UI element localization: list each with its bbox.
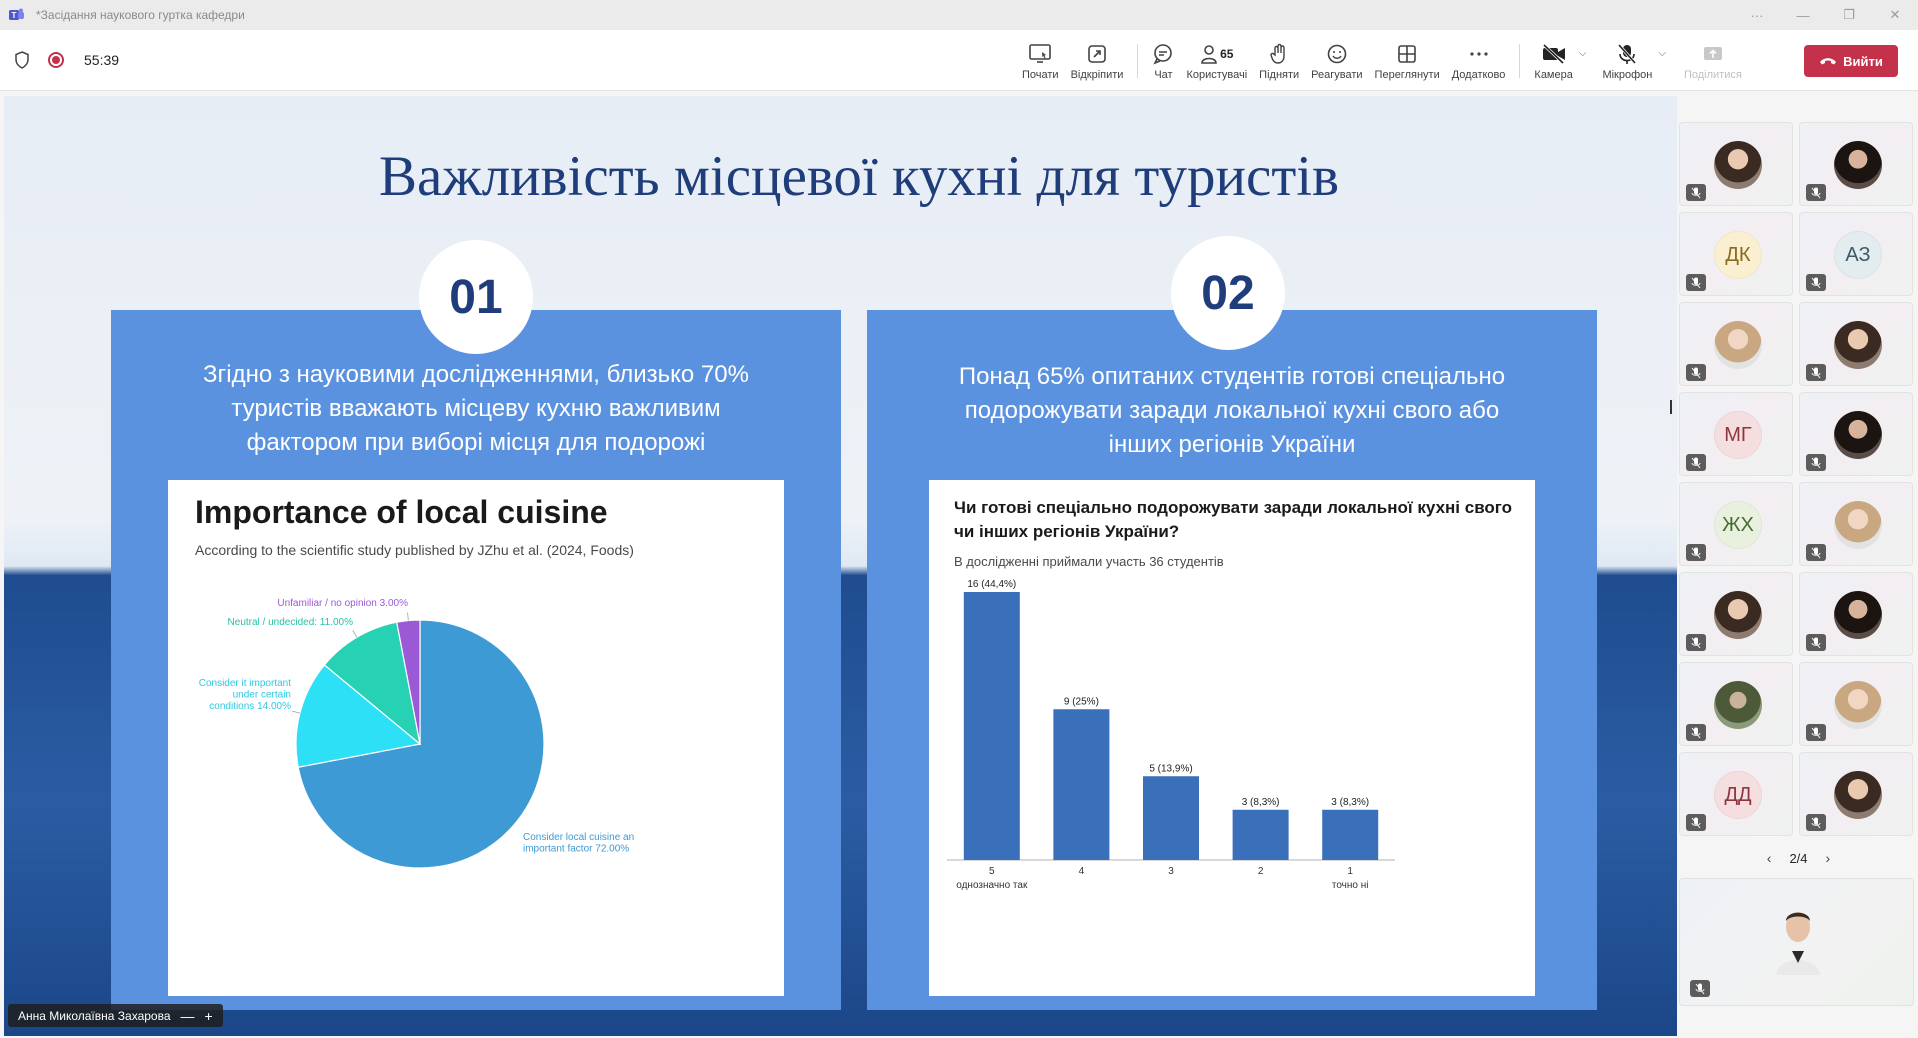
presenter-name-tag: Анна Миколаївна Захарова — + [8, 1004, 223, 1027]
self-video-tile[interactable] [1679, 878, 1914, 1006]
shared-screen [4, 96, 1677, 1036]
bar [1143, 776, 1199, 860]
start-presenting-icon [1028, 43, 1052, 65]
x-tick-label: 5 [989, 866, 995, 877]
participant-tile[interactable] [1679, 212, 1793, 296]
participant-photo-avatar [1714, 681, 1762, 729]
participant-tile[interactable] [1679, 392, 1793, 476]
bar-chart-box [929, 480, 1535, 996]
microphone-button[interactable]: Мікрофон [1596, 30, 1658, 91]
zoom-out-icon[interactable]: — [180, 1007, 195, 1024]
bar [1053, 709, 1109, 860]
participant-tile[interactable] [1679, 572, 1793, 656]
pop-out-button[interactable]: Відкріпити [1065, 30, 1130, 91]
restore-button[interactable]: ❐ [1843, 7, 1855, 22]
muted-mic-icon [1686, 454, 1706, 471]
participant-photo-avatar [1834, 771, 1882, 819]
bar-data-label: 16 (44,4%) [967, 579, 1017, 590]
minimize-button[interactable]: — [1796, 7, 1810, 23]
participant-photo-avatar [1834, 681, 1882, 729]
bar-data-label: 9 (25%) [1063, 696, 1099, 708]
pop-out-icon [1086, 43, 1108, 65]
slide-card-2 [867, 266, 1597, 1010]
chat-button[interactable]: Чат [1146, 30, 1180, 91]
muted-mic-icon [1686, 814, 1706, 831]
more-actions-button[interactable]: Додатково [1446, 30, 1512, 91]
raise-hand-icon [1269, 43, 1289, 65]
grid-view-icon [1396, 43, 1418, 65]
participants-gallery [1679, 122, 1918, 1038]
more-options-icon[interactable]: ··· [1750, 7, 1764, 23]
bar-chart [929, 480, 1535, 996]
participant-initials-avatar: АЗ [1834, 231, 1882, 279]
muted-mic-icon [1686, 184, 1706, 201]
pie-slice-label: Unfamiliar / no opinion 3.00% [277, 598, 408, 609]
participant-tile[interactable] [1799, 572, 1913, 656]
smile-icon [1326, 43, 1348, 65]
card-number: 01 [419, 240, 533, 354]
share-icon [1702, 43, 1724, 65]
pie-leader-line [408, 613, 409, 621]
x-tick-label: 1 [1347, 866, 1353, 877]
x-tick-sublabel: однозначно так [956, 880, 1028, 891]
chart-title: Чи готові спеціально подорожувати заради локальної кухні свого чи інших регіонів України? [954, 498, 1513, 541]
chart-title: Importance of local cuisine [195, 494, 608, 530]
toolbar-actions [1016, 30, 1748, 91]
participant-initials-avatar: МГ [1714, 411, 1762, 459]
participant-tile[interactable] [1799, 302, 1913, 386]
more-icon [1468, 43, 1490, 65]
participant-initials-avatar: ДК [1714, 231, 1762, 279]
camera-button[interactable]: Камера [1528, 30, 1578, 91]
participant-tile[interactable] [1799, 752, 1913, 836]
participant-tile[interactable] [1799, 482, 1913, 566]
bar-data-label: 5 (13,9%) [1149, 763, 1193, 775]
meeting-timer: 55:39 [84, 52, 120, 68]
start-presenting-button[interactable]: Почати [1016, 30, 1065, 91]
chat-icon [1152, 43, 1174, 65]
muted-mic-icon [1806, 364, 1826, 381]
muted-mic-icon [1686, 544, 1706, 561]
mic-options-chevron-down-icon[interactable]: ⌵ [1658, 48, 1666, 59]
participant-tile[interactable] [1679, 302, 1793, 386]
muted-mic-icon [1806, 634, 1826, 651]
pie-chart-box [168, 480, 784, 996]
bar [1233, 810, 1289, 860]
mic-off-icon [1616, 43, 1638, 65]
participant-tile[interactable] [1679, 662, 1793, 746]
react-button[interactable]: Реагувати [1305, 30, 1368, 91]
x-tick-label: 3 [1168, 866, 1174, 877]
shield-icon[interactable] [14, 51, 30, 69]
pie-chart [168, 480, 784, 996]
zoom-in-icon[interactable]: + [204, 1007, 213, 1024]
card-text: Понад 65% опитаних студентів готові спеціально подорожувати заради локальної кухні свого або інших регіонів України [958, 363, 1506, 458]
bar-data-label: 3 (8,3%) [1331, 796, 1370, 808]
toolbar-separator [1137, 44, 1138, 78]
participant-photo-avatar [1834, 411, 1882, 459]
card-text: Згідно з науковими дослідженнями, близько 70% туристів вважають місцеву кухню важливим фактором при виборі місця для подорожі [203, 361, 749, 456]
teams-logo-icon [6, 4, 28, 26]
muted-mic-icon [1686, 724, 1706, 741]
participant-photo-avatar [1714, 321, 1762, 369]
participant-photo-avatar [1834, 141, 1882, 189]
x-tick-label: 4 [1078, 866, 1085, 877]
muted-mic-icon [1806, 724, 1826, 741]
people-icon [1200, 43, 1218, 65]
close-button[interactable]: ✕ [1889, 7, 1901, 22]
muted-mic-icon [1806, 184, 1826, 201]
participant-tile[interactable] [1679, 752, 1793, 836]
bar [1322, 810, 1378, 860]
camera-options-chevron-down-icon[interactable]: ⌵ [1578, 48, 1587, 59]
text-cursor-icon [1670, 400, 1676, 414]
muted-mic-icon [1686, 274, 1706, 291]
participant-tile[interactable] [1799, 662, 1913, 746]
x-tick-label: 2 [1257, 866, 1264, 877]
participant-initials-avatar: ДД [1714, 771, 1762, 819]
muted-mic-icon [1806, 814, 1826, 831]
recording-icon [48, 52, 64, 68]
card-number: 02 [1171, 236, 1285, 350]
chevron-right-icon[interactable]: › [1825, 850, 1831, 866]
muted-mic-icon [1806, 544, 1826, 561]
muted-mic-icon [1686, 364, 1706, 381]
participant-photo-avatar [1714, 141, 1762, 189]
participant-photo-avatar [1714, 591, 1762, 639]
x-tick-sublabel: точно ні [1331, 880, 1369, 891]
participant-tile[interactable] [1679, 482, 1793, 566]
participant-tile[interactable] [1679, 122, 1793, 206]
muted-mic-icon [1806, 454, 1826, 471]
raise-hand-button[interactable]: Підняти [1253, 30, 1305, 91]
self-avatar [1770, 905, 1826, 975]
bar-data-label: 3 (8,3%) [1241, 796, 1280, 808]
chart-subtitle: According to the scientific study published by JZhu et al. (2024, Foods) [195, 542, 634, 558]
pie-slice-label: Consider it important under certain conditions 14.00% [198, 678, 291, 712]
view-button[interactable]: Переглянути [1369, 30, 1446, 91]
people-count: 65 [1220, 46, 1234, 61]
slide-card-1 [111, 270, 841, 1010]
muted-mic-icon [1686, 634, 1706, 651]
participant-initials-avatar: ЖХ [1714, 501, 1762, 549]
participant-tile[interactable] [1799, 392, 1913, 476]
people-button[interactable]: 65 Користувачі [1180, 30, 1253, 91]
participant-tile[interactable] [1799, 212, 1913, 296]
participant-photo-avatar [1834, 501, 1882, 549]
pie-slice-label: Neutral / undecided: 11.00% [227, 617, 353, 628]
muted-mic-icon [1806, 274, 1826, 291]
share-button[interactable]: Поділитися [1678, 30, 1748, 91]
leave-button[interactable]: Вийти [1804, 45, 1898, 77]
participant-photo-avatar [1834, 321, 1882, 369]
pie-leader-line [353, 630, 357, 637]
pie-leader-line [292, 711, 300, 713]
chart-subtitle: В дослідженні приймали участь 36 студентів [954, 554, 1224, 569]
gallery-pager: ‹ 2/4 › [1766, 850, 1831, 866]
participant-photo-avatar [1834, 591, 1882, 639]
participant-tile[interactable] [1799, 122, 1913, 206]
muted-mic-icon [1690, 980, 1710, 997]
camera-off-icon [1541, 43, 1567, 65]
bar [964, 592, 1020, 860]
slide-title: Важливість місцевої кухні для туристів [379, 145, 1339, 208]
pie-slice-label: Consider local cuisine an important factor 72.00% [523, 832, 635, 855]
window-title: *Засідання наукового гуртка кафедри [36, 8, 245, 22]
chevron-left-icon[interactable]: ‹ [1766, 850, 1772, 866]
toolbar-separator [1519, 44, 1520, 78]
phone-hangup-icon [1819, 56, 1837, 66]
meeting-toolbar [0, 30, 1918, 91]
svg-text:T: T [11, 11, 17, 20]
title-bar [0, 0, 1918, 30]
